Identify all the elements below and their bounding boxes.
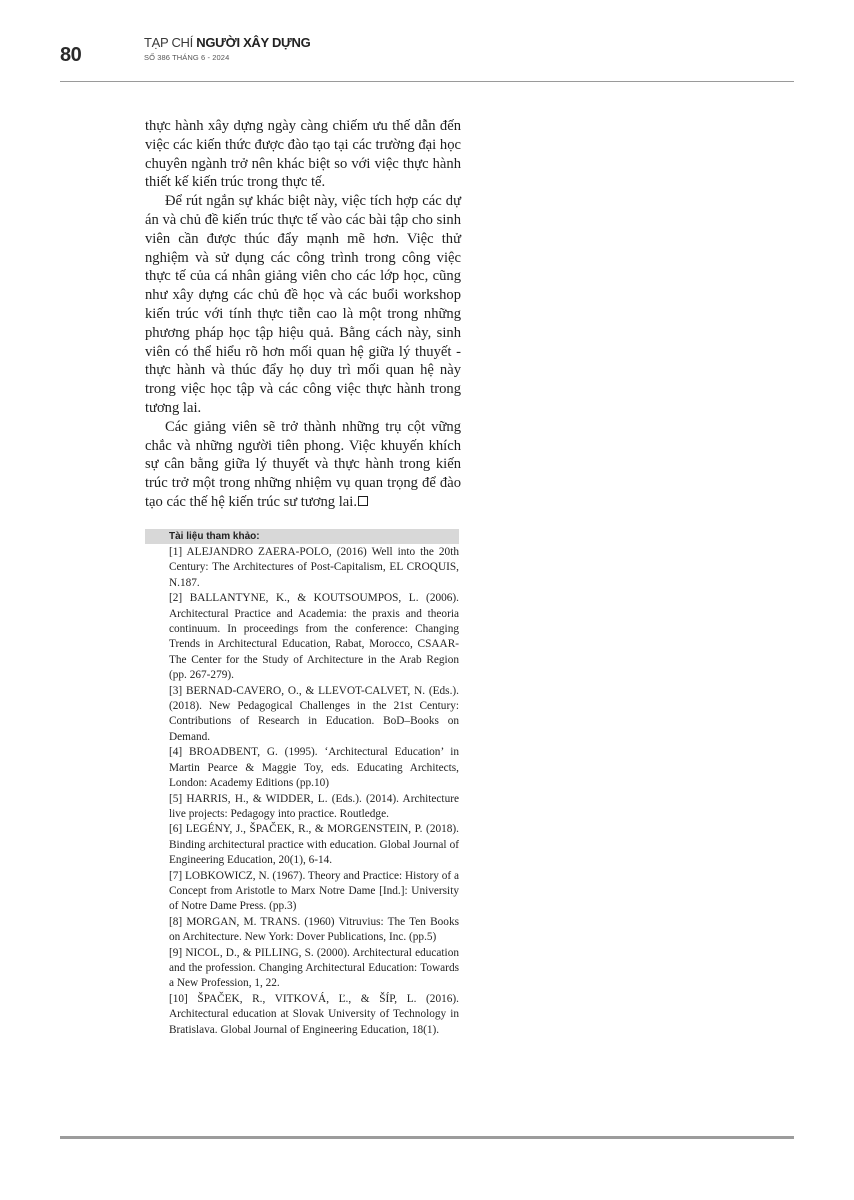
reference-item: [8] MORGAN, M. TRANS. (1960) Vitruvius: The Ten Books on Architecture. New York: Dover Publications, Inc. (pp.5) (169, 915, 459, 944)
body-paragraph-last (145, 418, 461, 512)
reference-item: [5] HARRIS, H., & WIDDER, L. (Eds.). (2014). Architecture live projects: Pedagogy into practice. Routledge. (169, 792, 459, 820)
reference-item: [4] BROADBENT, G. (1995). ‘Architectural Education’ in Martin Pearce & Maggie Toy, eds. Educating Architects, London: Academy Editions (pp.10) (169, 746, 459, 790)
issue-info: SỐ 386 THÁNG 6 - 2024 (144, 53, 230, 62)
page-header (0, 0, 854, 84)
end-mark-icon (358, 496, 368, 506)
reference-item: [7] LOBKOWICZ, N. (1967). Theory and Practice: History of a Concept from Aristotle to Marx Notre Dame [Ind.]: University of Notre Dame Press. (pp.3) (169, 869, 459, 913)
reference-item: [6] LEGÉNY, J., ŠPAČEK, R., & MORGENSTEIN, P. (2018). Binding architectural practice with education. Global Journal of Engineering Education, 20(1), 6-14. (169, 823, 459, 867)
journal-prefix: TẠP CHÍ (144, 35, 197, 50)
header-divider (60, 81, 794, 82)
article-body (145, 117, 461, 512)
references-heading: Tài liệu tham khảo: (169, 531, 260, 542)
footer-divider (60, 1136, 794, 1139)
body-paragraph-text: Các giảng viên sẽ trở thành những trụ cột vững chắc và những người tiên phong. Việc khuyến khích sự cân bằng giữa lý thuyết và thực hành trong kiến trúc trở một trong những nhiệm vụ quan trọng để đào tạo các thế hệ kiến trúc sư tương lai. (145, 418, 461, 510)
references-list (169, 545, 459, 1038)
page-number: 80 (60, 44, 82, 66)
references-heading-bar (145, 529, 459, 544)
reference-item: [1] ALEJANDRO ZAERA-POLO, (2016) Well into the 20th Century: The Architectures of Post-Capitalism, EL CROQUIS, N.187. (169, 546, 459, 589)
reference-item: [2] BALLANTYNE, K., & KOUTSOUMPOS, L. (2006). Architectural Practice and Academia: the praxis and theoria continuum. In proceedings from the conference: Changing Trends in Architectural Education, Rabat, Morocco, CSAAR-The Center for the Study of Architecture in the Arab Region (pp. 267-279). (169, 592, 459, 682)
reference-item: [3] BERNAD-CAVERO, O., & LLEVOT-CALVET, N. (Eds.). (2018). New Pedagogical Challenges in the 21st Century: Contributions of Research in Education. BoD–Books on Demand. (169, 684, 459, 743)
body-paragraph: Để rút ngắn sự khác biệt này, việc tích hợp các dự án và chủ đề kiến trúc thực tế vào các bài tập cho sinh viên cần được thúc đẩy mạnh mẽ hơn. Việc thử nghiệm và sử dụng các công trình trong công việc thực tế của cá nhân giảng viên cho các lớp học, cũng như xây dựng các chủ đề học và các buổi workshop kiến trúc với tính thực tiễn cao là một trong những phương pháp học tập hiệu quả. Bằng cách này, sinh viên có thể hiểu rõ hơn mối quan hệ giữa lý thuyết - thực hành và thúc đẩy họ duy trì mối quan hệ này trong việc học tập và các công việc thực hành trong tương lai. (145, 193, 461, 416)
journal-name: NGƯỜI XÂY DỰNG (196, 35, 311, 50)
body-paragraph: thực hành xây dựng ngày càng chiếm ưu thế dẫn đến việc các kiến thức được đào tạo tại các trường đại học chuyên ngành trở nên khác biệt so với việc thực hành thiết kế kiến trúc trong thực tế. (145, 118, 461, 191)
reference-item: [10] ŠPAČEK, R., VITKOVÁ, Ľ., & ŠÍP, L. (2016). Architectural education at Slovak University of Technology in Bratislava. Global Journal of Engineering Education, 18(1). (169, 992, 459, 1036)
reference-item: [9] NICOL, D., & PILLING, S. (2000). Architectural education and the profession. Changing Architectural Education: Towards a New Profession, 1, 22. (169, 946, 459, 990)
journal-title (144, 35, 310, 50)
